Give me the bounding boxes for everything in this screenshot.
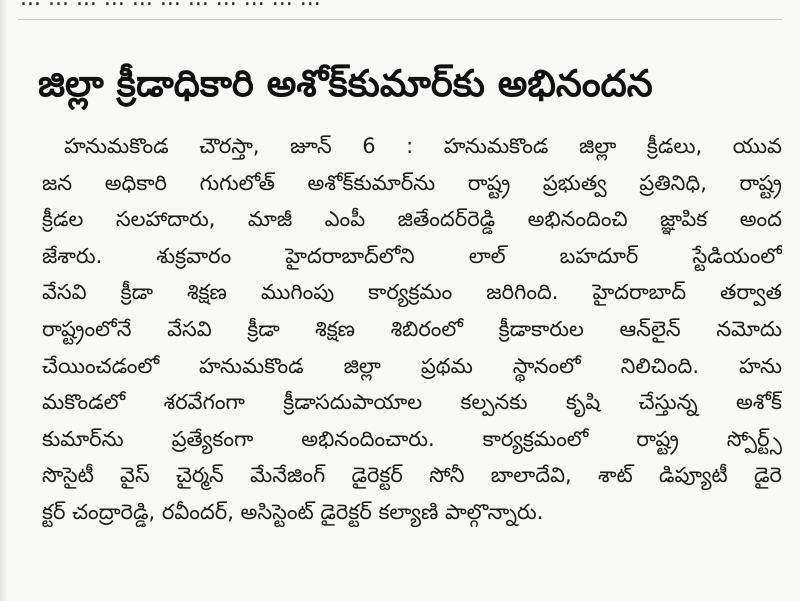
- body-line: క్టర్ చంద్రారెడ్డి, రవీందర్, అసిస్టెంట్ డైరెక్టర్ కల్యాణి పాల్గొన్నారు.: [42, 499, 544, 524]
- body-line: మకొండలో శరవేగంగా క్రీడాసదుపాయాల కల్పనకు కృషి చేస్తున్న అశోక్: [42, 390, 782, 415]
- page-edge-shadow: [0, 0, 8, 601]
- body-line: రాష్ట్రంలోనే వేసవి క్రీడా శిక్షణ శిబిరంలో క్రీడాకారుల ఆన్‌లైన్ నమోదు: [42, 316, 782, 341]
- body-line: కుమార్‌ను ప్రత్యేకంగా అభినందించారు. కార్యక్రమంలో రాష్ట్ర స్పోర్ట్స్: [42, 426, 782, 451]
- body-line: వేసవి క్రీడా శిక్షణ ముగింపు కార్యక్రమం జరిగింది. హైదరాబాద్ తర్వాత: [42, 280, 782, 305]
- body-line: జన అధికారి గుగులోత్ అశోక్‌కుమార్‌ను రాష్ట్ర ప్రభుత్వ ప్రతినిధి, రాష్ట్ర: [42, 170, 782, 195]
- article-headline: జిల్లా క్రీడాధికారి అశోక్‌కుమార్‌కు అభినందన: [38, 62, 653, 105]
- body-line: చేయించడంలో హనుమకొండ జిల్లా ప్రథమ స్థానంలో నిలిచింది. హను: [42, 353, 782, 378]
- top-divider: [18, 19, 782, 20]
- body-line: హనుమకొండ చౌరస్తా, జూన్ 6 : హనుమకొండ జిల్లా క్రీడలు, యువ: [64, 134, 782, 158]
- previous-article-cutoff-text: [20, 0, 780, 12]
- body-line: సొసైటీ వైస్ చైర్మన్ మేనేజింగ్ డైరెక్టర్ సోనీ బాలాదేవి, శాట్ డిప్యూటీ డైరె: [42, 463, 782, 488]
- body-line: జేశారు. శుక్రవారం హైదరాబాద్‌లోని లాల్ బహదూర్ స్టేడియంలో: [42, 243, 782, 268]
- body-line: క్రీడల సలహాదారు, మాజీ ఎంపీ జితేందర్‌రెడ్డి అభినందించి జ్ఞాపిక అంద: [42, 207, 782, 232]
- article-body: [42, 128, 782, 531]
